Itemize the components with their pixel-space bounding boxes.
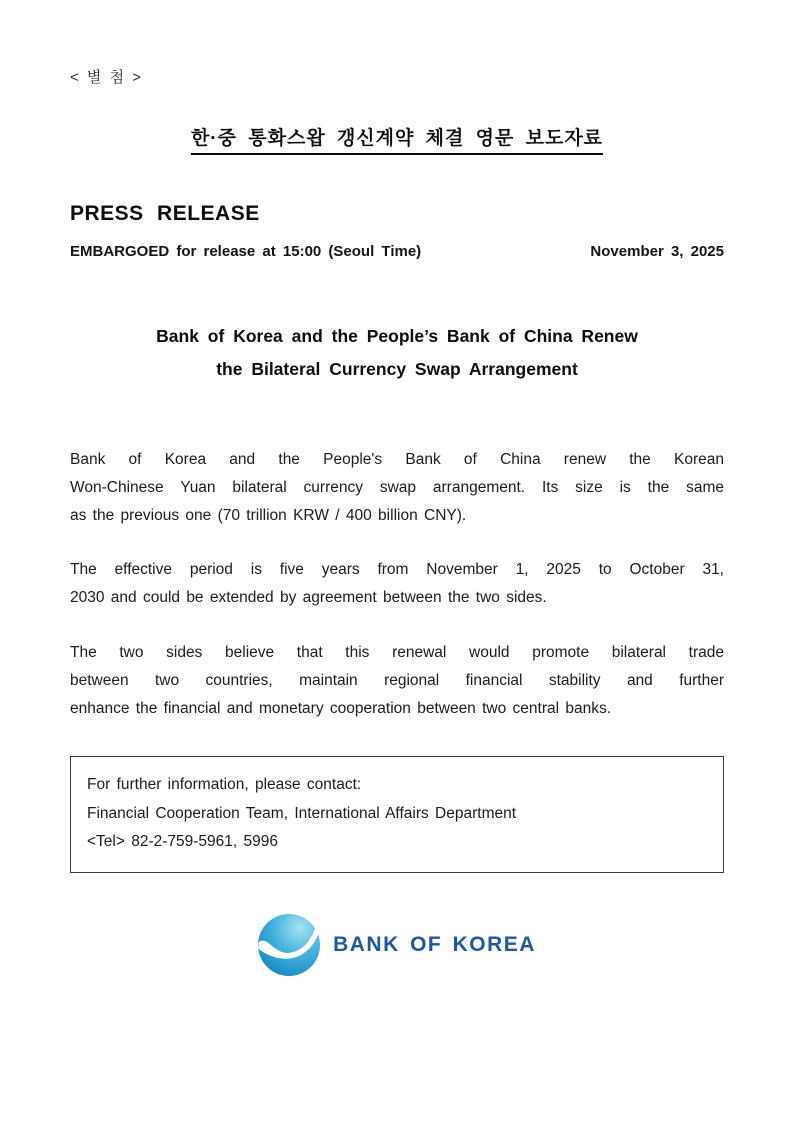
bank-of-korea-logo-icon — [258, 914, 320, 976]
contact-line-intro: For further information, please contact: — [87, 776, 362, 793]
paragraph-3-line3: enhance the financial and monetary cooperation between two central banks. — [70, 700, 612, 717]
contact-line-team: Financial Cooperation Team, International Affairs Department — [87, 804, 517, 822]
paragraph-1-line2: Won-Chinese Yuan bilateral currency swap arrangement. Its size is the same — [70, 479, 724, 496]
bank-of-korea-logo — [70, 914, 724, 976]
paragraph-3 — [70, 639, 724, 723]
release-date: November 3, 2025 — [590, 243, 724, 260]
attachment-label: < 별 첨 > — [70, 69, 144, 86]
paragraph-1-line1: Bank of Korea and the People's Bank of China renew the Korean — [70, 451, 724, 468]
contact-line-tel: <Tel> 82-2-759-5961, 5996 — [87, 833, 279, 850]
korean-title: 한·중 통화스왑 갱신계약 체결 영문 보도자료 — [191, 123, 603, 155]
paragraph-3-line1: The two sides believe that this renewal would promote bilateral trade — [70, 644, 724, 661]
document-title-line1: Bank of Korea and the People’s Bank of China Renew — [156, 326, 638, 346]
bank-of-korea-logo-text: BANK OF KOREA — [333, 932, 536, 956]
embargo-row — [70, 243, 724, 260]
paragraph-1-line3: as the previous one (70 trillion KRW / 400 billion CNY). — [70, 507, 467, 524]
paragraph-1 — [70, 446, 724, 530]
paragraph-2-line1: The effective period is five years from November 1, 2025 to October 31, — [70, 561, 724, 578]
paragraph-3-line2: between two countries, maintain regional financial stability and further — [70, 672, 724, 689]
document-title-line2: the Bilateral Currency Swap Arrangement — [216, 359, 578, 379]
embargo-text: EMBARGOED for release at 15:00 (Seoul Time) — [70, 243, 422, 260]
contact-info-box — [70, 756, 724, 873]
paragraph-2 — [70, 556, 724, 612]
paragraph-2-line2: 2030 and could be extended by agreement between the two sides. — [70, 589, 547, 606]
document-title — [70, 320, 724, 386]
press-release-heading: PRESS RELEASE — [70, 202, 260, 225]
korean-title-wrap — [70, 123, 724, 155]
